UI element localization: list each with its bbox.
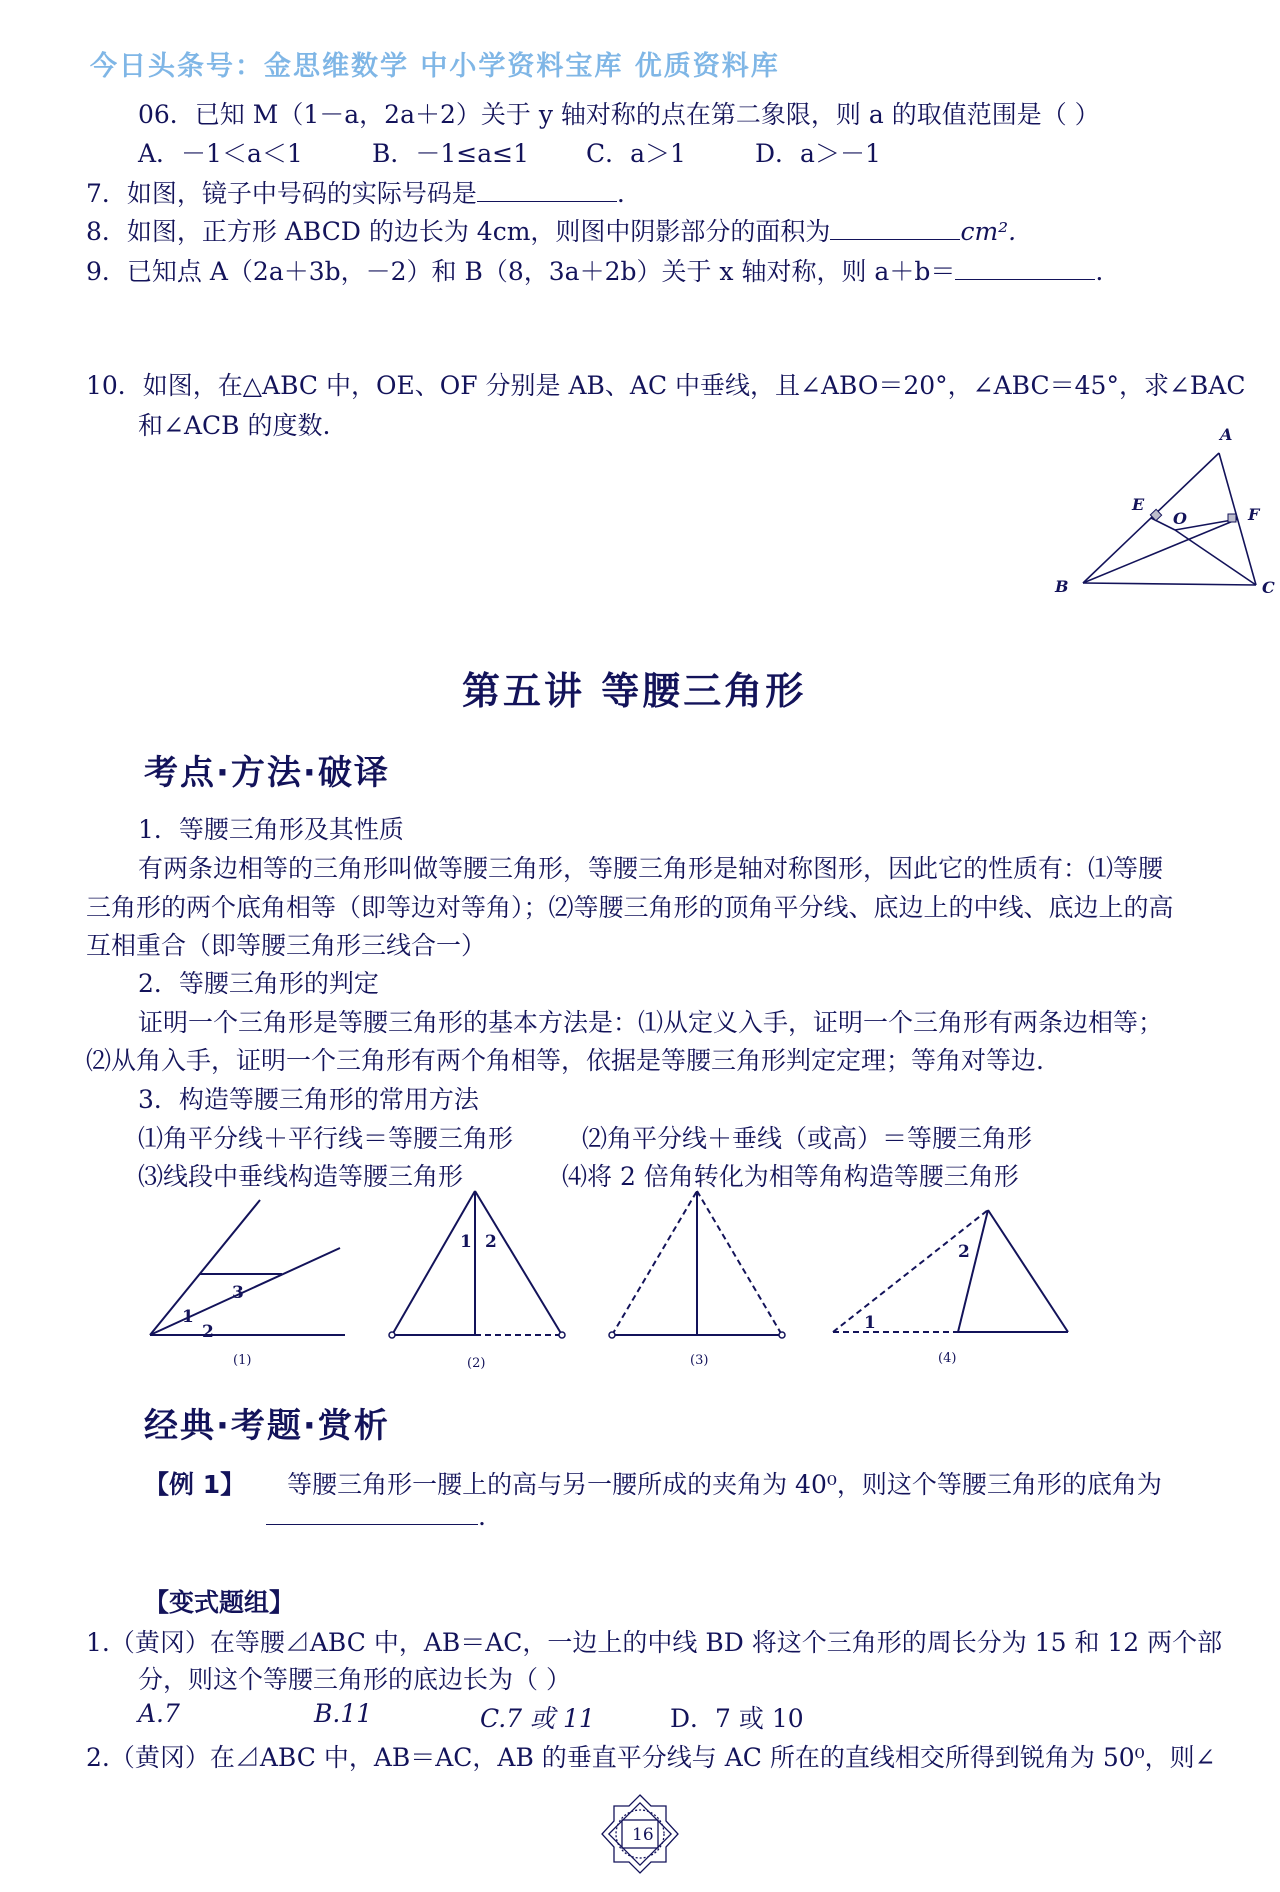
question-7: 7．如图，镜子中号码的实际号码是 . <box>86 179 625 208</box>
method-1: ⑴角平分线＋平行线＝等腰三角形 <box>138 1124 514 1153</box>
construction-figures <box>130 1190 1130 1370</box>
question-9: 9．已知点 A（2a＋3b，－2）和 B（8，3a＋2b）关于 x 轴对称，则 a＋b＝ . <box>86 257 1104 286</box>
page-header: 今日头条号：金思维数学 中小学资料宝库 优质资料库 <box>90 51 780 82</box>
fig2-caption: (2) <box>467 1356 486 1370</box>
example-1-answer: . <box>266 1502 486 1531</box>
label-c: C <box>1262 578 1275 597</box>
point-2-body-line1: 证明一个三角形是等腰三角形的基本方法是：⑴从定义入手，证明一个三角形有两条边相等； <box>138 1008 1164 1037</box>
question-8-text: 8．如图，正方形 ABCD 的边长为 4cm，则图中阴影部分的面积为 <box>86 217 831 246</box>
point-3-title: 3．构造等腰三角形的常用方法 <box>138 1085 479 1114</box>
method-4: ⑷将 2 倍角转化为相等角构造等腰三角形 <box>562 1162 1019 1191</box>
fig4-caption: (4) <box>938 1351 957 1366</box>
answer-blank <box>477 179 617 202</box>
fig1-caption: (1) <box>233 1353 252 1368</box>
question-7-text: 7．如图，镜子中号码的实际号码是 <box>86 179 477 208</box>
point-2-title: 2．等腰三角形的判定 <box>138 969 379 998</box>
variant-group-title: 【变式题组】 <box>144 1588 295 1617</box>
fig2-angle-1: 1 <box>460 1232 472 1252</box>
q6-option-b: B．－1≤a≤1 <box>372 139 529 168</box>
point-1-body-line2: 三角形的两个底角相等（即等边对等角）；⑵等腰三角形的顶角平分线、底边上的中线、底边上的高 <box>86 893 1174 922</box>
variant-1-option-b: B.11 <box>314 1699 373 1728</box>
section-title: 第五讲 等腰三角形 <box>462 669 807 713</box>
example-1 <box>144 1465 1162 1501</box>
question-10-line2: 和∠ACB 的度数. <box>138 411 331 440</box>
question-9-text: 9．已知点 A（2a＋3b，－2）和 B（8，3a＋2b）关于 x 轴对称，则 a＋b＝ <box>86 257 956 286</box>
q6-option-d: D．a＞－1 <box>755 139 881 168</box>
question-8 <box>86 212 1016 248</box>
variant-1-line2: 分，则这个等腰三角形的底边长为（ ） <box>138 1665 571 1694</box>
answer-blank <box>955 257 1095 280</box>
fig1-angle-3: 3 <box>232 1283 244 1303</box>
method-2: ⑵角平分线＋垂线（或高）＝等腰三角形 <box>582 1124 1033 1153</box>
fig4-angle-2: 2 <box>958 1242 970 1262</box>
variant-1-option-c: C.7 或 11 <box>480 1704 595 1733</box>
example-1-text: 等腰三角形一腰上的高与另一腰所成的夹角为 40⁰，则这个等腰三角形的底角为 <box>287 1470 1162 1499</box>
question-6: 06．已知 M（1－a，2a＋2）关于 y 轴对称的点在第二象限，则 a 的取值范围是（ ） <box>138 100 1100 129</box>
subsection-title-methods: 考点·方法·破译 <box>144 753 390 793</box>
subsection-title-examples: 经典·考题·赏析 <box>144 1406 390 1446</box>
fig3-caption: (3) <box>690 1353 709 1368</box>
point-1-body-line3: 互相重合（即等腰三角形三线合一） <box>86 931 487 960</box>
q6-option-c: C．a＞1 <box>586 139 686 168</box>
question-8-unit: cm². <box>960 217 1017 246</box>
q6-option-a: A．－1＜a＜1 <box>138 139 303 168</box>
method-3: ⑶线段中垂线构造等腰三角形 <box>138 1162 464 1191</box>
variant-2: 2.（黄冈）在⊿ABC 中，AB＝AC，AB 的垂直平分线与 AC 所在的直线相交所得到锐角为 50⁰，则∠ <box>86 1743 1216 1772</box>
point-1-title: 1．等腰三角形及其性质 <box>138 815 404 844</box>
page-number-emblem <box>598 1792 682 1876</box>
example-1-tag: 【例 1】 <box>144 1470 246 1499</box>
variant-1-line1: 1.（黄冈）在等腰⊿ABC 中，AB＝AC，一边上的中线 BD 将这个三角形的周长分为 15 和 12 两个部 <box>86 1628 1223 1657</box>
variant-1-option-d: D．7 或 10 <box>670 1704 804 1733</box>
question-10-line1: 10．如图，在△ABC 中，OE、OF 分别是 AB、AC 中垂线，且∠ABO＝20°，∠ABC＝45°，求∠BAC <box>86 371 1246 400</box>
fig1-angle-1: 1 <box>182 1307 194 1327</box>
fig1-angle-2: 2 <box>202 1322 214 1342</box>
fig2-angle-2: 2 <box>485 1232 497 1252</box>
fig4-angle-1: 1 <box>864 1313 876 1333</box>
answer-blank <box>830 217 960 240</box>
label-a: A <box>1220 425 1233 444</box>
label-b: B <box>1055 577 1069 596</box>
point-2-body-line2: ⑵从角入手，证明一个三角形有两个角相等，依据是等腰三角形判定定理；等角对等边. <box>86 1046 1044 1075</box>
answer-blank <box>266 1502 478 1525</box>
label-o: O <box>1173 509 1187 528</box>
point-1-body-line1: 有两条边相等的三角形叫做等腰三角形，等腰三角形是轴对称图形，因此它的性质有：⑴等腰 <box>138 854 1164 883</box>
label-f: F <box>1248 505 1260 524</box>
triangle-abc-figure <box>1050 420 1280 610</box>
page-number: 16 <box>632 1825 654 1845</box>
variant-1-option-a: A.7 <box>138 1699 180 1728</box>
label-e: E <box>1132 495 1145 514</box>
